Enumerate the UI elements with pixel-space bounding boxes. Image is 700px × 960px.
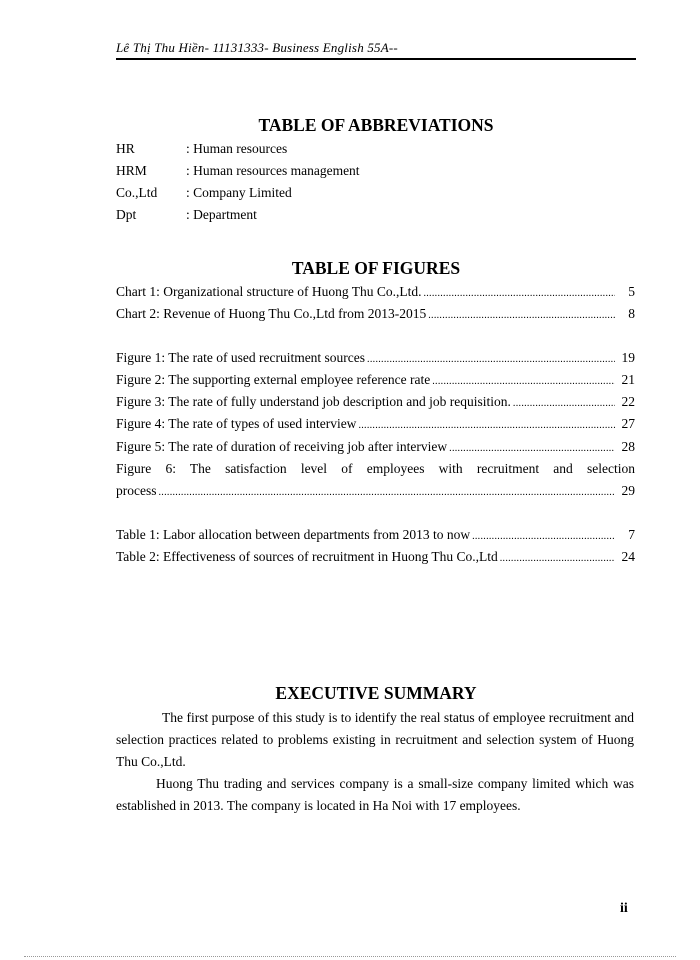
toc-entry-figure-5[interactable] bbox=[116, 439, 635, 457]
toc-entry-figure-1[interactable] bbox=[116, 350, 635, 368]
abbreviation-key: Dpt bbox=[116, 207, 137, 222]
abbreviation-value: : Human resources management bbox=[186, 163, 360, 178]
abbreviation-key: HRM bbox=[116, 163, 147, 178]
toc-entry-page: 22 bbox=[621, 394, 635, 409]
toc-entry-page: 29 bbox=[621, 483, 635, 498]
toc-entry-chart-2[interactable] bbox=[116, 306, 635, 324]
dot-leader bbox=[500, 549, 615, 565]
toc-entry-page: 21 bbox=[621, 372, 635, 387]
toc-entry-page: 24 bbox=[621, 549, 635, 564]
toc-entry-page: 5 bbox=[628, 284, 635, 299]
dot-leader bbox=[472, 527, 615, 543]
toc-entry-figure-6[interactable] bbox=[116, 483, 635, 501]
toc-entry-label: Figure 2: The supporting external employee reference rate bbox=[116, 372, 431, 387]
page-header: Lê Thị Thu Hiền- 11131333- Business English 55A-- bbox=[116, 40, 636, 60]
dot-leader bbox=[159, 483, 616, 499]
toc-entry-label: Chart 2: Revenue of Huong Thu Co.,Ltd from 2013-2015 bbox=[116, 306, 427, 321]
toc-entry-page: 27 bbox=[621, 416, 635, 431]
page-number: ii bbox=[620, 901, 628, 916]
toc-entry-page: 28 bbox=[621, 439, 635, 454]
toc-entry-label: Table 1: Labor allocation between departments from 2013 to now bbox=[116, 527, 471, 542]
toc-entry-figure-4[interactable] bbox=[116, 416, 635, 434]
toc-entry-label: Figure 5: The rate of duration of receiving job after interview bbox=[116, 439, 448, 454]
dot-leader bbox=[423, 284, 615, 300]
abbreviations-title: TABLE OF ABBREVIATIONS bbox=[258, 115, 494, 135]
abbreviation-value: : Human resources bbox=[186, 141, 288, 156]
dot-leader bbox=[513, 394, 615, 410]
toc-entry-table-2[interactable] bbox=[116, 549, 635, 567]
toc-entry-label: Chart 1: Organizational structure of Huong Thu Co.,Ltd. bbox=[116, 284, 422, 299]
toc-entry-label: Figure 4: The rate of types of used interview bbox=[116, 416, 357, 431]
toc-entry-figure-6-line-1[interactable]: Figure 6: The satisfaction level of employees with recruitment and selection bbox=[116, 461, 635, 476]
executive-summary-title: EXECUTIVE SUMMARY bbox=[275, 683, 477, 703]
toc-entry-figure-2[interactable] bbox=[116, 372, 635, 390]
abbreviation-value: : Company Limited bbox=[186, 185, 292, 200]
abbreviation-key: Co.,Ltd bbox=[116, 185, 158, 200]
toc-entry-label: Figure 3: The rate of fully understand job description and job requisition. bbox=[116, 394, 511, 409]
toc-entry-label: Table 2: Effectiveness of sources of recruitment in Huong Thu Co.,Ltd bbox=[116, 549, 498, 564]
toc-entry-label: Figure 1: The rate of used recruitment sources bbox=[116, 350, 366, 365]
toc-entry-table-1[interactable] bbox=[116, 527, 635, 545]
toc-entry-label: process bbox=[116, 483, 157, 498]
dot-leader bbox=[432, 372, 615, 388]
toc-entry-page: 19 bbox=[621, 350, 635, 365]
abbreviation-value: : Department bbox=[186, 207, 257, 222]
dot-leader bbox=[358, 416, 615, 432]
dot-leader bbox=[367, 350, 615, 366]
figures-title: TABLE OF FIGURES bbox=[291, 258, 461, 278]
toc-entry-page: 8 bbox=[628, 306, 635, 321]
dot-leader bbox=[428, 306, 615, 322]
dot-leader bbox=[449, 439, 615, 455]
toc-entry-page: 7 bbox=[628, 527, 635, 542]
summary-paragraph-1: The first purpose of this study is to identify the real status of employee recruitment and selection practices related to problems existing in recruitment and selection system of Huong Thu Co.,Ltd. bbox=[116, 710, 634, 769]
page-bottom-divider bbox=[24, 956, 676, 957]
abbreviation-key: HR bbox=[116, 141, 135, 156]
toc-entry-chart-1[interactable] bbox=[116, 284, 635, 302]
summary-paragraph-2: Huong Thu trading and services company is a small-size company limited which was established in 2013. The company is located in Ha Noi with 17 employees. bbox=[116, 776, 634, 813]
toc-entry-figure-3[interactable] bbox=[116, 394, 635, 412]
